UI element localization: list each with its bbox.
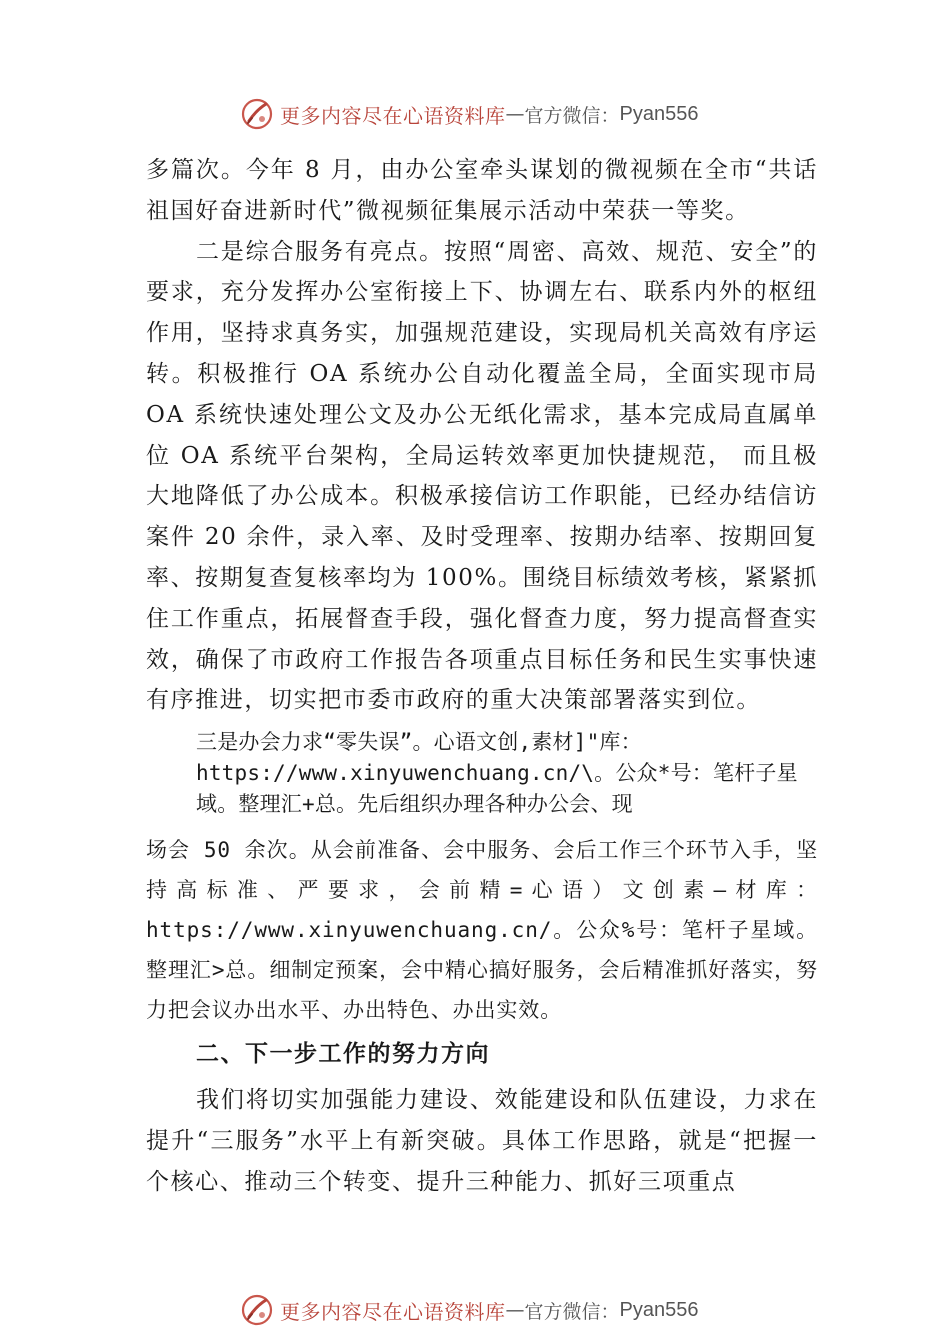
- paragraph-3-line-1: 三是办会力求“零失误”。心语文创,素材]"库：: [196, 730, 642, 755]
- watermark-footer: [240, 1292, 698, 1328]
- watermark-label: 官方微信：: [524, 104, 620, 127]
- watermark-label: 官方微信：: [524, 1300, 620, 1323]
- section-heading: 二、下一步工作的努力方向: [196, 1041, 490, 1068]
- paragraph-3-line-3: 域。整理汇+总。先后组织办理各种办公会、现: [196, 792, 633, 817]
- watermark-header: [240, 96, 698, 132]
- paragraph-3-block: [196, 727, 818, 820]
- document-body: [146, 150, 818, 1203]
- watermark-separator: —: [505, 103, 525, 125]
- watermark-separator: —: [505, 1299, 525, 1321]
- paragraph-4: 场会 50 余次。从会前准备、会中服务、会后工作三个环节入手，坚持高标准、严要求，会前精=心语）文创素—材库：https://www.xinyuwenchuang.cn/。公众%号：笔杆子星域。整理汇>总。细制定预案，会中精心搞好服务，会后精准抓好落实，努力把会议办出水平、办出特色、办出实效。: [146, 838, 818, 1023]
- watermark-wechat-id: Pyan556: [619, 1298, 699, 1321]
- paragraph-5: 我们将切实加强能力建设、效能建设和队伍建设，力求在提升“三服务”水平上有新突破。具体工作思路，就是“把握一个核心、推动三个转变、提升三种能力、抓好三项重点: [146, 1087, 818, 1195]
- brush-logo-icon: [240, 97, 274, 131]
- watermark-brand: 更多内容尽在心语资料库: [280, 1299, 506, 1324]
- paragraph-1: 多篇次。今年 8 月，由办公室牵头谋划的微视频在全市“共话祖国好奋进新时代”微视频征集展示活动中荣获一等奖。: [146, 157, 818, 224]
- brush-logo-icon: [240, 1293, 274, 1327]
- paragraph-3-line-2: https://www.xinyuwenchuang.cn/\。公众*号：笔杆子星: [196, 761, 798, 786]
- paragraph-2: 二是综合服务有亮点。按照“周密、高效、规范、安全”的要求，充分发挥办公室衔接上下、协调左右、联系内外的枢纽作用，坚持求真务实，加强规范建设，实现局机关高效有序运转。积极推行 OA 系统办公自动化覆盖全局，全面实现市局 OA 系统快速处理公文及办公无纸化需求，基本完成局直属单位 OA 系统平台架构，全局运转效率更加快捷规范， 而且极大地降低了办公成本。积极承接信访工作职能，已经办结信访案件 20 余件，录入率、及时受理率、按期办结率、按期回复率、按期复查复核率均为 100%。围绕目标绩效考核，紧紧抓住工作重点，拓展督查手段，强化督查力度，努力提高督查实效，确保了市政府工作报告各项重点目标任务和民生实事快速有序推进，切实把市委市政府的重大决策部署落实到位。: [146, 238, 818, 714]
- watermark-wechat-id: Pyan556: [619, 102, 699, 125]
- watermark-brand: 更多内容尽在心语资料库: [280, 103, 506, 128]
